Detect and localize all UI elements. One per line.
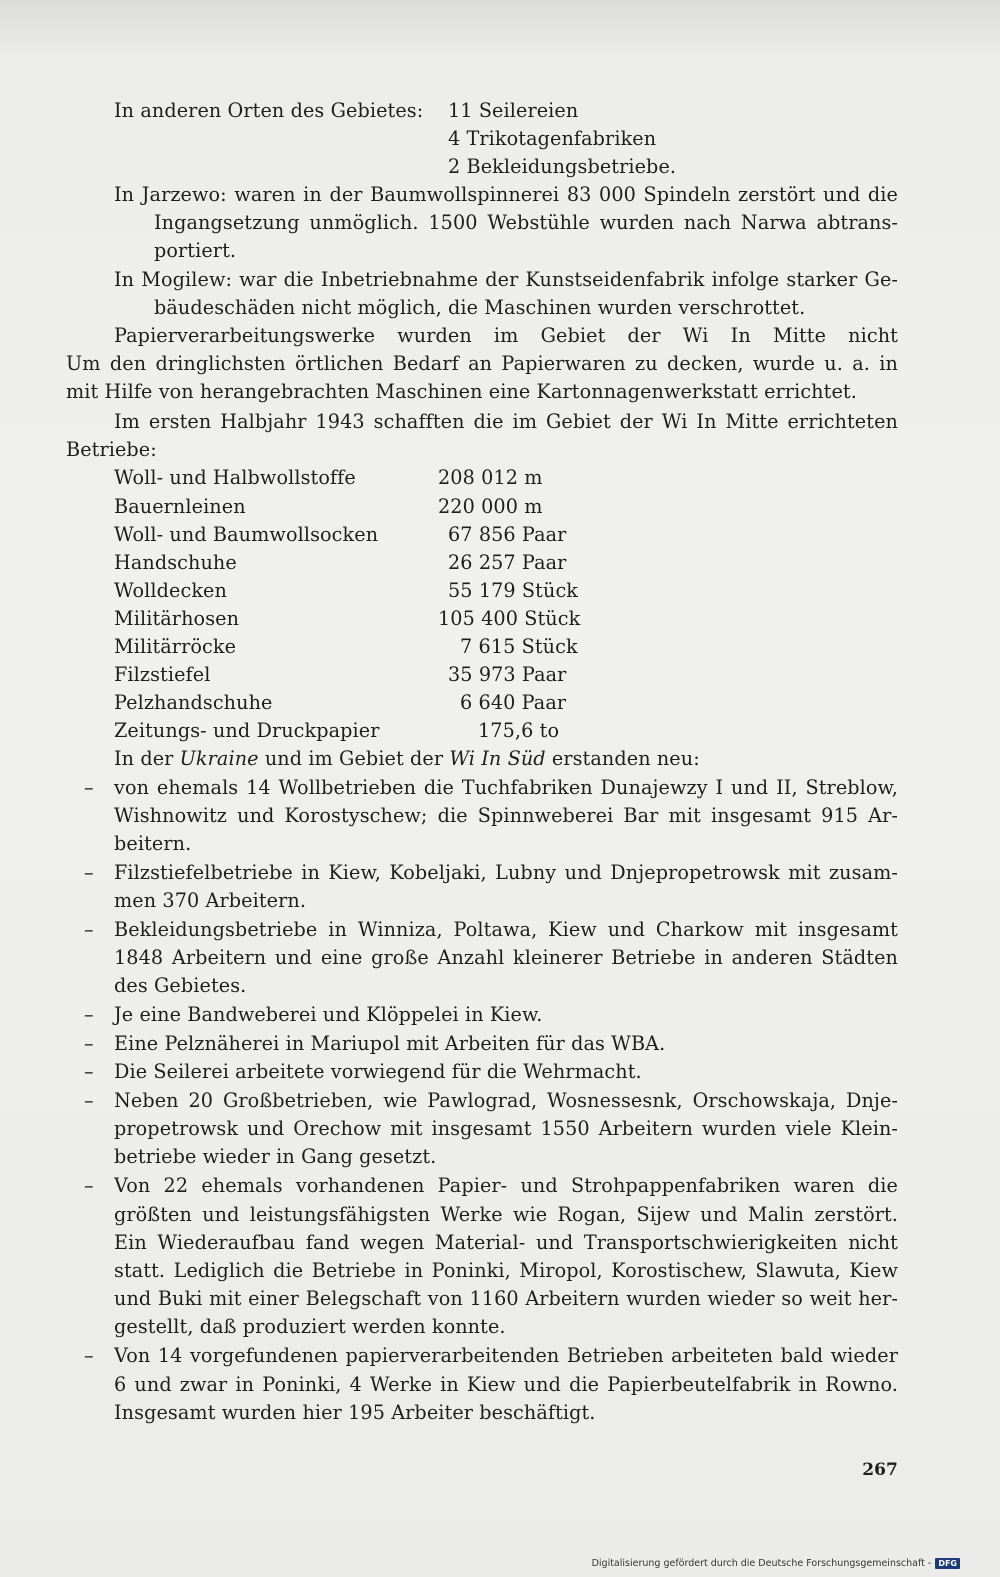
text-line: portiert. bbox=[154, 239, 237, 262]
credit-text: Digitalisierung gefördert durch die Deutsche Forschungsgemeinschaft - bbox=[591, 1558, 932, 1569]
list-item bbox=[0, 774, 1000, 802]
product-amount: 208 012 m bbox=[438, 466, 543, 489]
product-amount: 26 257 Paar bbox=[448, 551, 567, 574]
text-line: Bekleidungsbetriebe in Winniza, Poltawa, Kiew und Charkow mit insgesamt bbox=[114, 918, 898, 941]
list-item bbox=[0, 859, 1000, 887]
table-row bbox=[114, 521, 614, 549]
table-row bbox=[114, 493, 614, 521]
table-row bbox=[114, 464, 614, 492]
text-line: In Jarzewo: waren in der Baumwollspinnerei 83 000 Spindeln zerstört und die bbox=[114, 183, 898, 206]
product-amount: 105 400 Stück bbox=[438, 607, 581, 630]
text-line: Papierverarbeitungswerke wurden im Gebiet der Wi In Mitte nicht bbox=[114, 324, 898, 347]
text-span: In der bbox=[114, 747, 180, 770]
list-item bbox=[0, 1087, 1000, 1115]
product-name: Handschuhe bbox=[114, 551, 237, 574]
text-line: Ein Wiederaufbau fand wegen Material- und Transportschwierigkeiten nicht bbox=[114, 1231, 898, 1254]
text-line: Von 22 ehemals vorhandenen Papier- und Strohpappenfabriken waren die bbox=[114, 1174, 898, 1197]
dash-bullet: – bbox=[84, 918, 94, 941]
text-line: betriebe wieder in Gang gesetzt. bbox=[114, 1145, 437, 1168]
emphasis: Ukraine bbox=[179, 747, 259, 770]
text-line: In Mogilew: war die Inbetriebnahme der Kunstseidenfabrik infolge starker Ge- bbox=[114, 268, 898, 291]
text-span: und im Gebiet der bbox=[258, 747, 450, 770]
text-line bbox=[114, 745, 700, 773]
product-name: Bauernleinen bbox=[114, 495, 246, 518]
product-name: Wolldecken bbox=[114, 579, 227, 602]
text-line: Im ersten Halbjahr 1943 schafften die im Gebiet der Wi In Mitte errichteten bbox=[114, 410, 898, 433]
text-line: gestellt, daß produziert werden konnte. bbox=[114, 1315, 506, 1338]
table-row bbox=[114, 661, 614, 689]
digitization-credit bbox=[592, 1558, 960, 1569]
text-line: Neben 20 Großbetrieben, wie Pawlograd, Wosnessesnk, Orschowskaja, Dnje- bbox=[114, 1089, 898, 1112]
text-line: beitern. bbox=[114, 832, 192, 855]
table-row bbox=[114, 717, 614, 745]
text-line: Um den dringlichsten örtlichen Bedarf an Papierwaren zu decken, wurde u. a. in bbox=[66, 352, 898, 375]
product-amount: 7 615 Stück bbox=[460, 635, 578, 658]
product-name: Pelzhandschuhe bbox=[114, 691, 273, 714]
text-line: Die Seilerei arbeitete vorwiegend für die Wehrmacht. bbox=[114, 1060, 642, 1083]
table-row bbox=[114, 577, 614, 605]
text-line: 4 Trikotagenfabriken bbox=[448, 127, 657, 150]
text-line: 2 Bekleidungsbetriebe. bbox=[448, 155, 677, 178]
text-line: mit Hilfe von herangebrachten Maschinen eine Kartonnagenwerkstatt errichtet. bbox=[66, 380, 857, 403]
text-line: Filzstiefelbetriebe in Kiew, Kobeljaki, Lubny und Dnjepropetrowsk mit zusam- bbox=[114, 861, 898, 884]
list-item bbox=[0, 916, 1000, 944]
text-line: größten und leistungsfähigsten Werke wie Rogan, Sijew und Malin zerstört. bbox=[114, 1203, 898, 1226]
page-number: 267 bbox=[862, 1460, 898, 1480]
text-line: men 370 Arbeitern. bbox=[114, 889, 307, 912]
product-amount: 35 973 Paar bbox=[448, 663, 567, 686]
text-line: des Gebietes. bbox=[114, 974, 247, 997]
text-line: Insgesamt wurden hier 195 Arbeiter beschäftigt. bbox=[114, 1401, 596, 1424]
dfg-logo: DFG bbox=[935, 1558, 960, 1569]
product-amount: 6 640 Paar bbox=[460, 691, 567, 714]
table-row bbox=[114, 633, 614, 661]
dash-bullet: – bbox=[84, 1174, 94, 1197]
text-line: 11 Seilereien bbox=[448, 99, 579, 122]
text-line: Von 14 vorgefundenen papierverarbeitenden Betrieben arbeiteten bald wieder bbox=[114, 1344, 898, 1367]
list-item bbox=[0, 1030, 1000, 1058]
table-row bbox=[114, 549, 614, 577]
text-line: 6 und zwar in Poninki, 4 Werke in Kiew und die Papierbeutelfabrik in Rowno. bbox=[114, 1373, 898, 1396]
product-name: Woll- und Baumwollsocken bbox=[114, 523, 379, 546]
list-item bbox=[0, 1172, 1000, 1200]
text-line: von ehemals 14 Wollbetrieben die Tuchfabriken Dunajewzy I und II, Streblow, bbox=[114, 776, 898, 799]
product-amount: 175,6 to bbox=[478, 719, 560, 742]
product-name: Filzstiefel bbox=[114, 663, 211, 686]
text-line: statt. Lediglich die Betriebe in Poninki, Miropol, Korostischew, Slawuta, Kiew bbox=[114, 1259, 898, 1282]
text-line: Je eine Bandweberei und Klöppelei in Kiew. bbox=[114, 1003, 543, 1026]
text-line: Betriebe: bbox=[66, 438, 157, 461]
table-row bbox=[114, 689, 614, 717]
product-amount: 55 179 Stück bbox=[448, 579, 579, 602]
dash-bullet: – bbox=[84, 1060, 94, 1083]
product-name: Woll- und Halbwollstoffe bbox=[114, 466, 356, 489]
product-amount: 220 000 m bbox=[438, 495, 543, 518]
text-span: erstanden neu: bbox=[545, 747, 700, 770]
product-name: Zeitungs- und Druckpapier bbox=[114, 719, 380, 742]
text-line: und Buki mit einer Belegschaft von 1160 Arbeitern wurden wieder so weit her- bbox=[114, 1287, 898, 1310]
product-name: Militärröcke bbox=[114, 635, 237, 658]
list-item bbox=[0, 1058, 1000, 1086]
dash-bullet: – bbox=[84, 1003, 94, 1026]
text-line: Eine Pelznäherei in Mariupol mit Arbeiten für das WBA. bbox=[114, 1032, 666, 1055]
dash-bullet: – bbox=[84, 1032, 94, 1055]
table-row bbox=[114, 605, 614, 633]
text-line: In anderen Orten des Gebietes: bbox=[114, 99, 424, 122]
dash-bullet: – bbox=[84, 776, 94, 799]
dash-bullet: – bbox=[84, 1089, 94, 1112]
product-name: Militärhosen bbox=[114, 607, 240, 630]
dash-bullet: – bbox=[84, 861, 94, 884]
text-line: Wishnowitz und Korostyschew; die Spinnweberei Bar mit insgesamt 915 Ar- bbox=[114, 804, 898, 827]
product-amount: 67 856 Paar bbox=[448, 523, 567, 546]
text-line: propetrowsk und Orechow mit insgesamt 1550 Arbeitern wurden viele Klein- bbox=[114, 1117, 898, 1140]
emphasis: Wi In Süd bbox=[449, 747, 546, 770]
text-line: bäudeschäden nicht möglich, die Maschinen wurden verschrottet. bbox=[154, 296, 806, 319]
dash-bullet: – bbox=[84, 1344, 94, 1367]
text-line: Ingangsetzung unmöglich. 1500 Webstühle wurden nach Narwa abtrans- bbox=[154, 211, 898, 234]
text-line: 1848 Arbeitern und eine große Anzahl kleinerer Betriebe in anderen Städten bbox=[114, 946, 898, 969]
list-item bbox=[0, 1001, 1000, 1029]
list-item bbox=[0, 1342, 1000, 1370]
